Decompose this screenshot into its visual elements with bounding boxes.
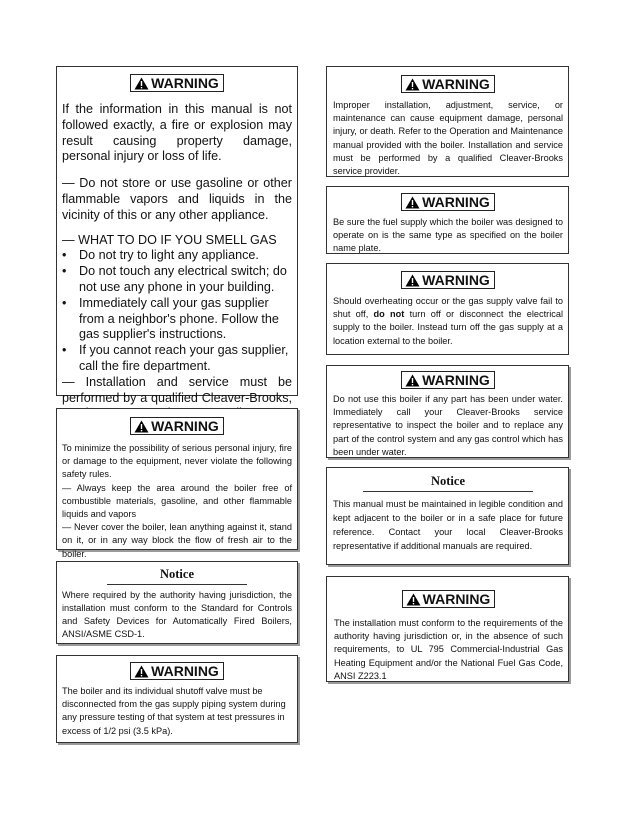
warning-label: WARNING [151, 75, 219, 91]
improper-installation-warning-text: Improper installation, adjustment, service, or maintenance can cause equipment damage, personal injury, or death. Refer to the Operation and Maintenance manual provided with the boiler. Installation and service must be performed by a qualified Cleaver-Brooks service provider. [333, 100, 563, 177]
fuel-supply-warning-text: Be sure the fuel supply which the boiler was designed to operate on is the same type as specified on the boiler name plate. [333, 217, 563, 254]
warning-label: WARNING [151, 418, 219, 434]
warning-label: WARNING [422, 76, 490, 92]
safety-rules-intro-text: To minimize the possibility of serious personal injury, fire or damage to the equipment, never violate the following safety rules. [62, 443, 292, 480]
warning-label: WARNING [422, 591, 491, 607]
warning-fire-explosion-box [56, 66, 298, 405]
warning-triangle-icon [405, 78, 420, 91]
bullet: • [62, 343, 67, 358]
pressure-testing-warning-text: The boiler and its individual shutoff valve must be disconnected from the gas supply piping system during any pressure testing of that system at test pressures in excess of 1/2 psi (3.5 kPa). [62, 686, 286, 736]
notice-title: Notice [159, 567, 194, 581]
gasoline-storage-warning-text: — Do not store or use gasoline or other flammable vapors and liquids in the vicinity of this or any other appliance. [62, 176, 292, 222]
smell-gas-instructions-list [62, 248, 292, 374]
warning-fuel-supply-box [326, 186, 569, 254]
warning-triangle-icon [405, 374, 420, 387]
warning-triangle-icon [406, 593, 421, 606]
warning-header [401, 193, 495, 211]
manual-retention-notice-text: This manual must be maintained in legible condition and kept adjacent to the boiler or in a safe place for future reference. Contact your local Cleaver-Brooks representative if additional manuals are required. [333, 499, 563, 551]
warning-header [130, 74, 224, 92]
water-damage-warning-text: Do not use this boiler if any part has been under water. Immediately call your Cleaver-Brooks service representative to inspect the boiler and to replace any part of the control system and any gas control which has been under water. [333, 394, 563, 457]
combustible-materials-rule-text: — Always keep the area around the boiler free of combustible materials, gasoline, and other flammable liquids and vapors [62, 482, 292, 520]
overheating-warning-text: Should overheating occur or the gas supply valve fail to shut off, do not turn off or disconnect the electrical supply to the boiler. Instead turn off the gas supply at a location external to the boiler. [333, 296, 564, 346]
warning-label: WARNING [422, 272, 490, 288]
warning-header [401, 75, 495, 93]
list-item: • Do not try to light any appliance. [62, 248, 259, 263]
jurisdiction-notice-text: Where required by the authority having jurisdiction, the installation must conform to the Standard for Controls and Safety Devices for Automatically Fired Boilers, ANSI/ASME CSD-1. [62, 590, 292, 639]
warning-header [402, 590, 496, 608]
warning-triangle-icon [134, 420, 149, 433]
warning-label: WARNING [422, 194, 490, 210]
warning-header [130, 417, 224, 435]
warning-safety-rules-box [56, 408, 298, 559]
notice-divider [363, 491, 533, 492]
warning-triangle-icon [134, 77, 149, 90]
warning-pressure-testing-box [56, 655, 298, 743]
bullet: • [62, 264, 67, 279]
warning-label: WARNING [422, 372, 490, 388]
smell-gas-heading: — WHAT TO DO IF YOU SMELL GAS [62, 232, 277, 247]
warning-triangle-icon [405, 274, 420, 287]
installation-requirements-warning-text: The installation must conform to the requirements of the authority having jurisdiction or, in the absence of such requirements, to UL 795 Commercial-Industrial Gas Heating Equipment and/or the National Fuel Gas Code, ANSI Z223.1 [334, 618, 563, 681]
list-item: • Do not touch any electrical switch; do not use any phone in your building. [62, 264, 287, 294]
notice-title: Notice [430, 474, 465, 488]
installation-service-warning-text: — Installation and service must be performed by a qualified Cleaver-Brooks, [62, 374, 292, 405]
warning-improper-installation-box [326, 66, 569, 177]
fresh-air-rule-text: — Never cover the boiler, lean anything against it, stand on it, or in any way block the flow of fresh air to the boiler. [62, 522, 292, 559]
warning-header [401, 271, 495, 289]
notice-manual-retention-box [326, 467, 569, 565]
fire-explosion-warning-text: If the information in this manual is not followed exactly, a fire or explosion may result causing property damage, personal injury or loss of life. [62, 102, 292, 164]
list-item: • If you cannot reach your gas supplier, call the fire department. [62, 343, 289, 373]
warning-overheating-box [326, 263, 569, 355]
bullet: • [62, 248, 67, 263]
notice-divider [107, 584, 247, 585]
bullet: • [62, 295, 67, 310]
warning-label: WARNING [151, 663, 219, 679]
warning-triangle-icon [134, 665, 149, 678]
warning-triangle-icon [405, 196, 420, 209]
warning-header [401, 371, 495, 389]
warning-water-damage-box [326, 365, 569, 458]
warning-header [130, 662, 224, 680]
list-item: • Immediately call your gas supplier from a neighbor's phone. Follow the gas supplier's instructions. [62, 295, 279, 342]
do-not-emphasis: do not [373, 309, 405, 320]
warning-installation-requirements-box [326, 576, 569, 682]
notice-jurisdiction-box [56, 561, 298, 644]
